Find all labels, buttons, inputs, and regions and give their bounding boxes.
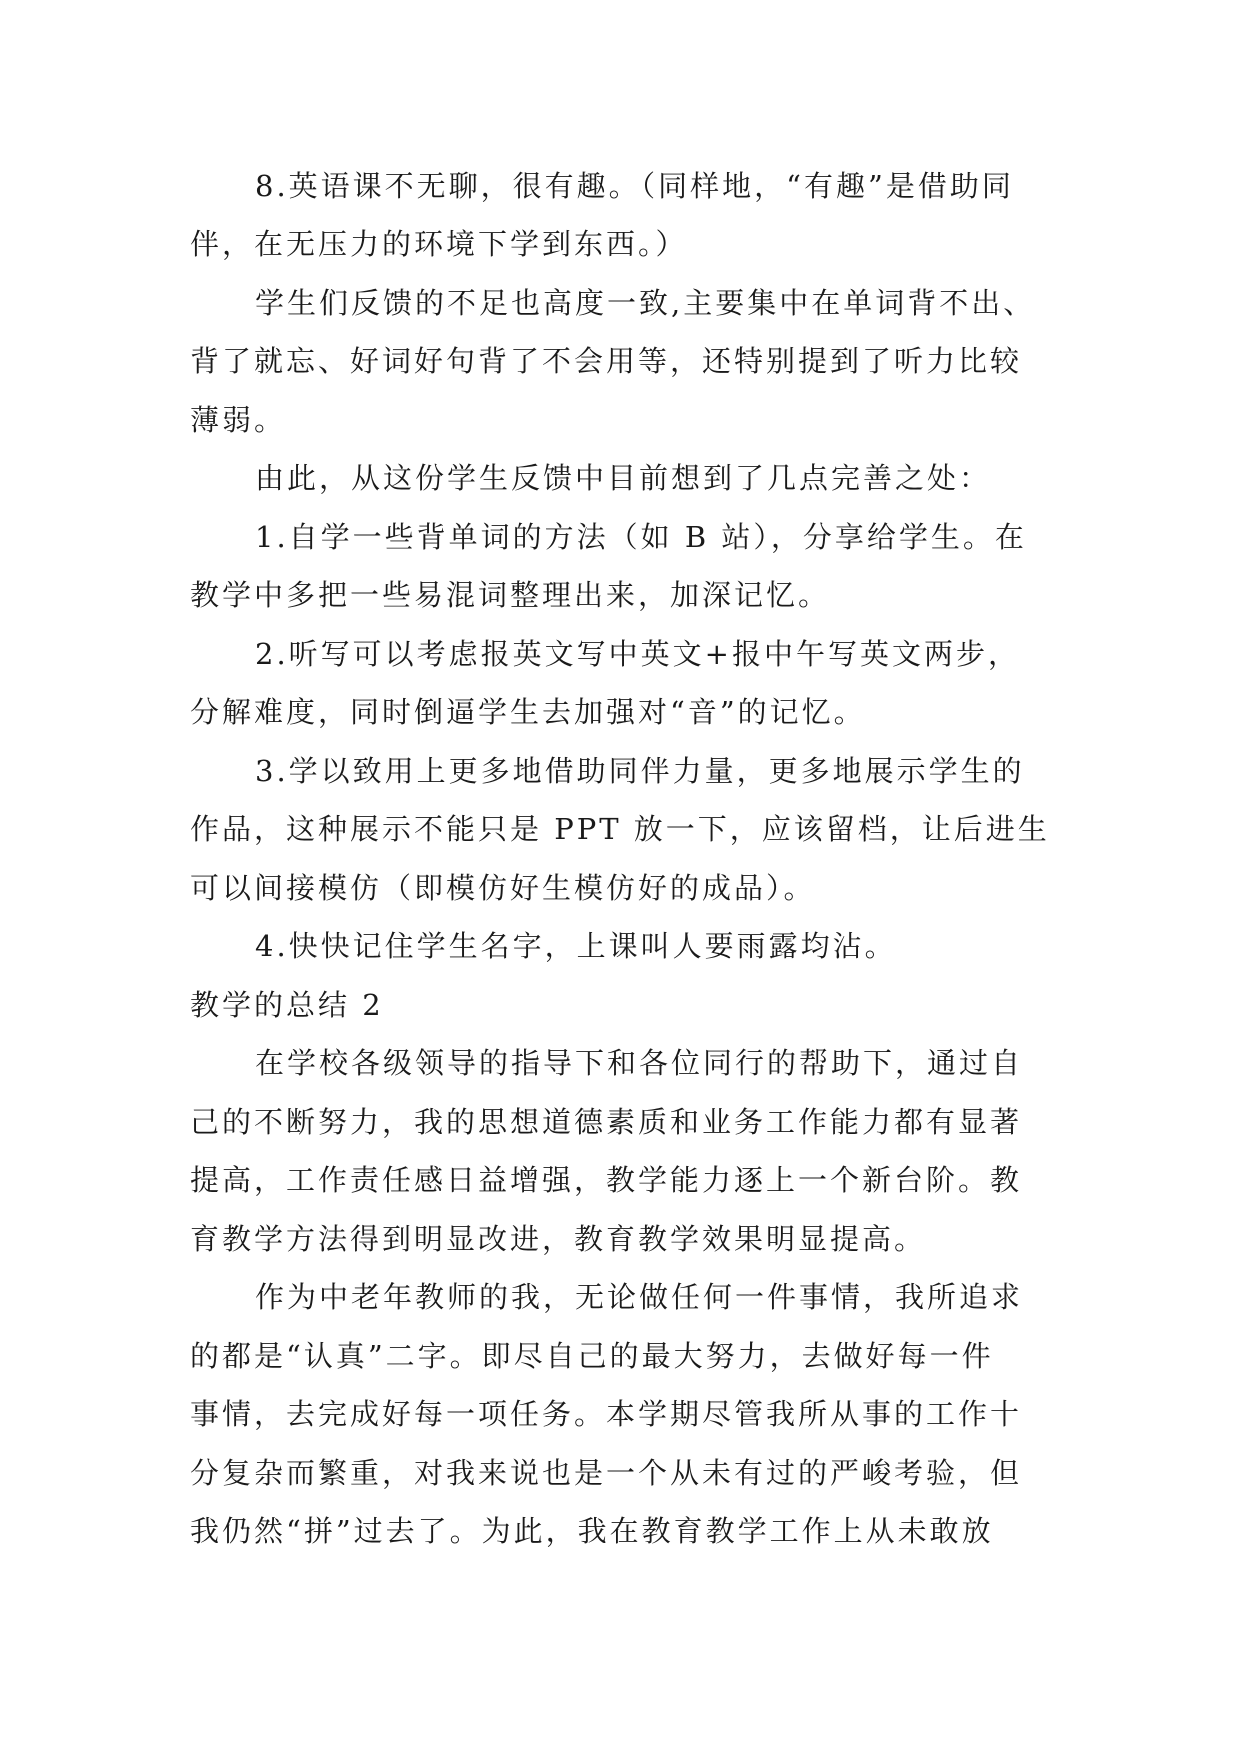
text-line: 1.自学一些背单词的方法（如 B 站），分享给学生。在 <box>255 520 1027 554</box>
section-heading: 教学的总结 2 <box>190 988 384 1022</box>
text-line: 分复杂而繁重，对我来说也是一个从未有过的严峻考验，但 <box>190 1456 1023 1490</box>
text-line: 我仍然“拼”过去了。为此，我在教育教学工作上从未敢放 <box>190 1514 994 1548</box>
text-line: 作为中老年教师的我，无论做任何一件事情，我所追求 <box>255 1280 1024 1314</box>
text-line: 的都是“认真”二字。即尽自己的最大努力，去做好每一件 <box>190 1339 994 1373</box>
text-line: 8.英语课不无聊，很有趣。（同样地，“有趣”是借助同 <box>255 169 1014 203</box>
text-line: 分解难度，同时倒逼学生去加强对“音”的记忆。 <box>190 695 866 729</box>
text-line: 可以间接模仿（即模仿好生模仿好的成品）。 <box>190 871 816 905</box>
text-line: 教学中多把一些易混词整理出来，加深记忆。 <box>190 578 831 612</box>
text-line: 3.学以致用上更多地借助同伴力量，更多地展示学生的 <box>255 754 1025 788</box>
text-line: 己的不断努力，我的思想道德素质和业务工作能力都有显著 <box>190 1105 1023 1139</box>
text-line: 背了就忘、好词好句背了不会用等，还特别提到了听力比较 <box>190 344 1023 378</box>
text-line: 薄弱。 <box>190 403 287 437</box>
text-line: 由此，从这份学生反馈中目前想到了几点完善之处： <box>255 461 992 495</box>
text-line: 4.快快记住学生名字，上课叫人要雨露均沾。 <box>255 929 897 963</box>
text-line: 2.听写可以考虑报英文写中英文+报中午写英文两步， <box>255 637 1020 671</box>
text-line: 在学校各级领导的指导下和各位同行的帮助下，通过自 <box>255 1046 1024 1080</box>
text-line: 提高，工作责任感日益增强，教学能力逐上一个新台阶。教 <box>190 1163 1023 1197</box>
text-line: 作品，这种展示不能只是 PPT 放一下，应该留档，让后进生 <box>190 812 1050 846</box>
text-line: 事情，去完成好每一项任务。本学期尽管我所从事的工作十 <box>190 1397 1023 1431</box>
text-line: 伴，在无压力的环境下学到东西。） <box>190 227 688 261</box>
text-line: 学生们反馈的不足也高度一致,主要集中在单词背不出、 <box>255 286 1036 320</box>
text-line: 育教学方法得到明显改进，教育教学效果明显提高。 <box>190 1222 927 1256</box>
